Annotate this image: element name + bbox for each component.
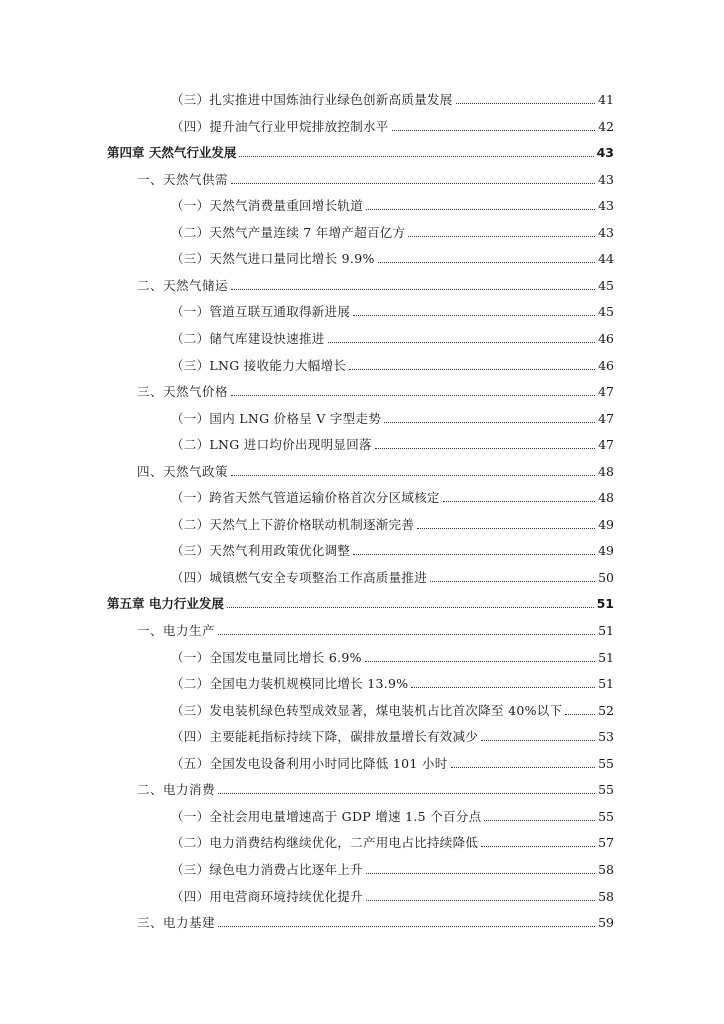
toc-entry-title: （一）跨省天然气管道运输价格首次分区域核定 [171, 490, 440, 506]
toc-entry-sub[interactable] [0, 247, 724, 267]
toc-entry-sub[interactable] [0, 486, 724, 506]
toc-entry-page-number: 49 [598, 543, 614, 559]
toc-entry-page-number: 51 [596, 596, 614, 612]
toc-entry-title: 二、天然气储运 [137, 277, 229, 293]
toc-entry-chapter[interactable] [0, 592, 724, 612]
toc-entry-sub[interactable] [0, 725, 724, 745]
toc-entry-title: 四、天然气政策 [137, 463, 229, 479]
toc-entry-section[interactable] [0, 274, 724, 294]
toc-entry-section[interactable] [0, 168, 724, 188]
toc-entry-title: （三）扎实推进中国炼油行业绿色创新高质量发展 [171, 92, 453, 107]
dot-leader [231, 475, 595, 476]
toc-entry-title: （一）全国发电量同比增长 6.9% [171, 649, 362, 665]
toc-entry-title: （三）发电装机绿色转型成效显著，煤电装机占比首次降至 40%以下 [171, 702, 563, 718]
toc-entry-title: （二）天然气上下游价格联动机制逐渐完善 [171, 516, 415, 532]
toc-entry-page-number: 49 [598, 516, 614, 532]
toc-entry-title: 三、天然气价格 [137, 384, 229, 400]
dot-leader [365, 661, 595, 662]
toc-entry-sub[interactable] [0, 831, 724, 851]
dot-leader [456, 103, 595, 104]
toc-entry-sub[interactable] [0, 539, 724, 559]
toc-entry-sub[interactable] [0, 194, 724, 214]
toc-entry-sub[interactable] [0, 513, 724, 533]
toc-entry-title: 二、电力消费 [137, 782, 216, 798]
dot-leader [430, 581, 595, 582]
dot-leader [408, 236, 595, 237]
dot-leader [481, 846, 595, 847]
toc-entry-page-number: 41 [598, 92, 614, 107]
dot-leader [443, 501, 595, 502]
dot-leader [366, 873, 595, 874]
toc-entry-page-number: 45 [598, 304, 614, 320]
toc-entry-page-number: 47 [598, 437, 614, 453]
toc-entry-title: 一、天然气供需 [137, 171, 229, 187]
dot-leader [378, 262, 595, 263]
toc-entry-sub[interactable] [0, 566, 724, 586]
toc-entry-title: （一）全社会用电量增速高于 GDP 增速 1.5 个百分点 [171, 808, 482, 824]
toc-entry-page-number: 45 [598, 277, 614, 293]
dot-leader [231, 395, 595, 396]
toc-entry-title: （三）绿色电力消费占比逐年上升 [171, 861, 364, 877]
dot-leader [366, 209, 595, 210]
toc-entry-section[interactable] [0, 460, 724, 480]
toc-entry-page-number: 58 [598, 888, 614, 904]
toc-entry-page-number: 58 [598, 861, 614, 877]
toc-entry-section[interactable] [0, 619, 724, 639]
toc-entry-sub[interactable] [0, 407, 724, 427]
toc-entry-page-number: 47 [598, 410, 614, 426]
toc-entry-page-number: 44 [598, 251, 614, 267]
toc-entry-title: （二）全国电力装机规模同比增长 13.9% [171, 676, 409, 692]
toc-entry-title: （二）LNG 进口均价出现明显回落 [171, 437, 372, 453]
toc-entry-title: （四）城镇燃气安全专项整治工作高质量推进 [171, 569, 428, 585]
dot-leader [484, 820, 595, 821]
toc-entry-page-number: 51 [598, 623, 614, 638]
dot-leader [231, 289, 595, 290]
toc-entry-title: 第五章 电力行业发展 [107, 596, 224, 612]
toc-entry-sub[interactable] [0, 752, 724, 772]
dot-leader [218, 926, 595, 927]
dot-leader [353, 554, 595, 555]
toc-entry-sub[interactable] [0, 300, 724, 320]
toc-entry-sub[interactable] [0, 646, 724, 666]
toc-entry-page-number: 47 [598, 384, 614, 400]
toc-entry-page-number: 59 [598, 915, 614, 931]
toc-entry-sub[interactable] [0, 805, 724, 825]
dot-leader [353, 315, 595, 316]
toc-entry-title: （一）天然气消费量重回增长轨道 [171, 198, 364, 214]
toc-entry-title: （二）储气库建设快速推进 [171, 330, 325, 346]
toc-entry-page-number: 48 [598, 490, 614, 506]
toc-entry-page-number: 52 [598, 702, 614, 718]
toc-entry-page-number: 57 [598, 835, 614, 851]
toc-entry-title: （二）电力消费结构继续优化，二产用电占比持续降低 [171, 835, 479, 851]
toc-entry-title: （二）天然气产量连续 7 年增产超百亿方 [171, 224, 406, 240]
toc-entry-page-number: 53 [598, 729, 614, 745]
dot-leader [328, 342, 595, 343]
dot-leader [231, 183, 595, 184]
toc-entry-title: 第四章 天然气行业发展 [107, 145, 237, 161]
toc-entry-sub[interactable] [0, 858, 724, 878]
toc-entry-title: （四）主要能耗指标持续下降，碳排放量增长有效减少 [171, 729, 479, 745]
toc-entry-page-number: 46 [598, 357, 614, 373]
toc-entry-sub[interactable] [0, 327, 724, 347]
toc-entry-sub[interactable] [0, 672, 724, 692]
dot-leader [227, 607, 594, 608]
toc-entry-page-number: 46 [598, 330, 614, 346]
dot-leader [366, 900, 595, 901]
toc-entry-title: （五）全国发电设备利用小时同比降低 101 小时 [171, 755, 448, 771]
toc-entry-title: （四）用电营商环境持续优化提升 [171, 888, 364, 904]
dot-leader [392, 130, 595, 131]
dot-leader [481, 740, 595, 741]
toc-entry-section[interactable] [0, 911, 724, 931]
dot-leader [218, 793, 595, 794]
toc-entry-page-number: 55 [598, 755, 614, 771]
toc-entry-page-number: 48 [598, 463, 614, 479]
toc-entry-section[interactable] [0, 380, 724, 400]
toc-entry-sub[interactable] [0, 885, 724, 905]
dot-leader [417, 528, 595, 529]
toc-entry-title: （一）管道互联互通取得新进展 [171, 304, 351, 320]
toc-entry-page-number: 50 [598, 569, 614, 585]
toc-entry-sub[interactable] [0, 115, 724, 135]
toc-entry-title: （一）国内 LNG 价格呈 V 字型走势 [171, 410, 382, 426]
toc-entry-page-number: 43 [596, 145, 614, 161]
toc-entry-page-number: 43 [598, 198, 614, 214]
dot-leader [349, 369, 595, 370]
dot-leader [565, 714, 595, 715]
toc-entry-sub[interactable] [0, 699, 724, 719]
toc-entry-sub[interactable] [0, 433, 724, 453]
toc-entry-title: （三）LNG 接收能力大幅增长 [171, 357, 347, 373]
toc-entry-sub[interactable] [0, 88, 724, 108]
toc-entry-page-number: 42 [598, 118, 614, 134]
toc-entry-page-number: 55 [598, 808, 614, 824]
toc-entry-title: 三、电力基建 [137, 915, 216, 931]
toc-entry-page-number: 43 [598, 224, 614, 240]
toc-entry-title: （三）天然气进口量同比增长 9.9% [171, 251, 375, 267]
dot-leader [411, 687, 595, 688]
dot-leader [451, 767, 596, 768]
dot-leader [218, 634, 595, 635]
toc-entry-page-number: 51 [598, 676, 614, 692]
toc-entry-section[interactable] [0, 778, 724, 798]
dot-leader [239, 156, 593, 157]
toc-entry-sub[interactable] [0, 221, 724, 241]
toc-entry-page-number: 43 [598, 171, 614, 187]
toc-entry-page-number: 51 [598, 649, 614, 665]
toc-entry-title: 一、电力生产 [137, 623, 216, 638]
dot-leader [384, 422, 595, 423]
toc-entry-sub[interactable] [0, 354, 724, 374]
toc-entry-title: （三）天然气利用政策优化调整 [171, 543, 351, 559]
dot-leader [375, 448, 595, 449]
toc-entry-chapter[interactable] [0, 141, 724, 161]
toc-entry-title: （四）提升油气行业甲烷排放控制水平 [171, 118, 389, 134]
toc-entry-page-number: 55 [598, 782, 614, 798]
